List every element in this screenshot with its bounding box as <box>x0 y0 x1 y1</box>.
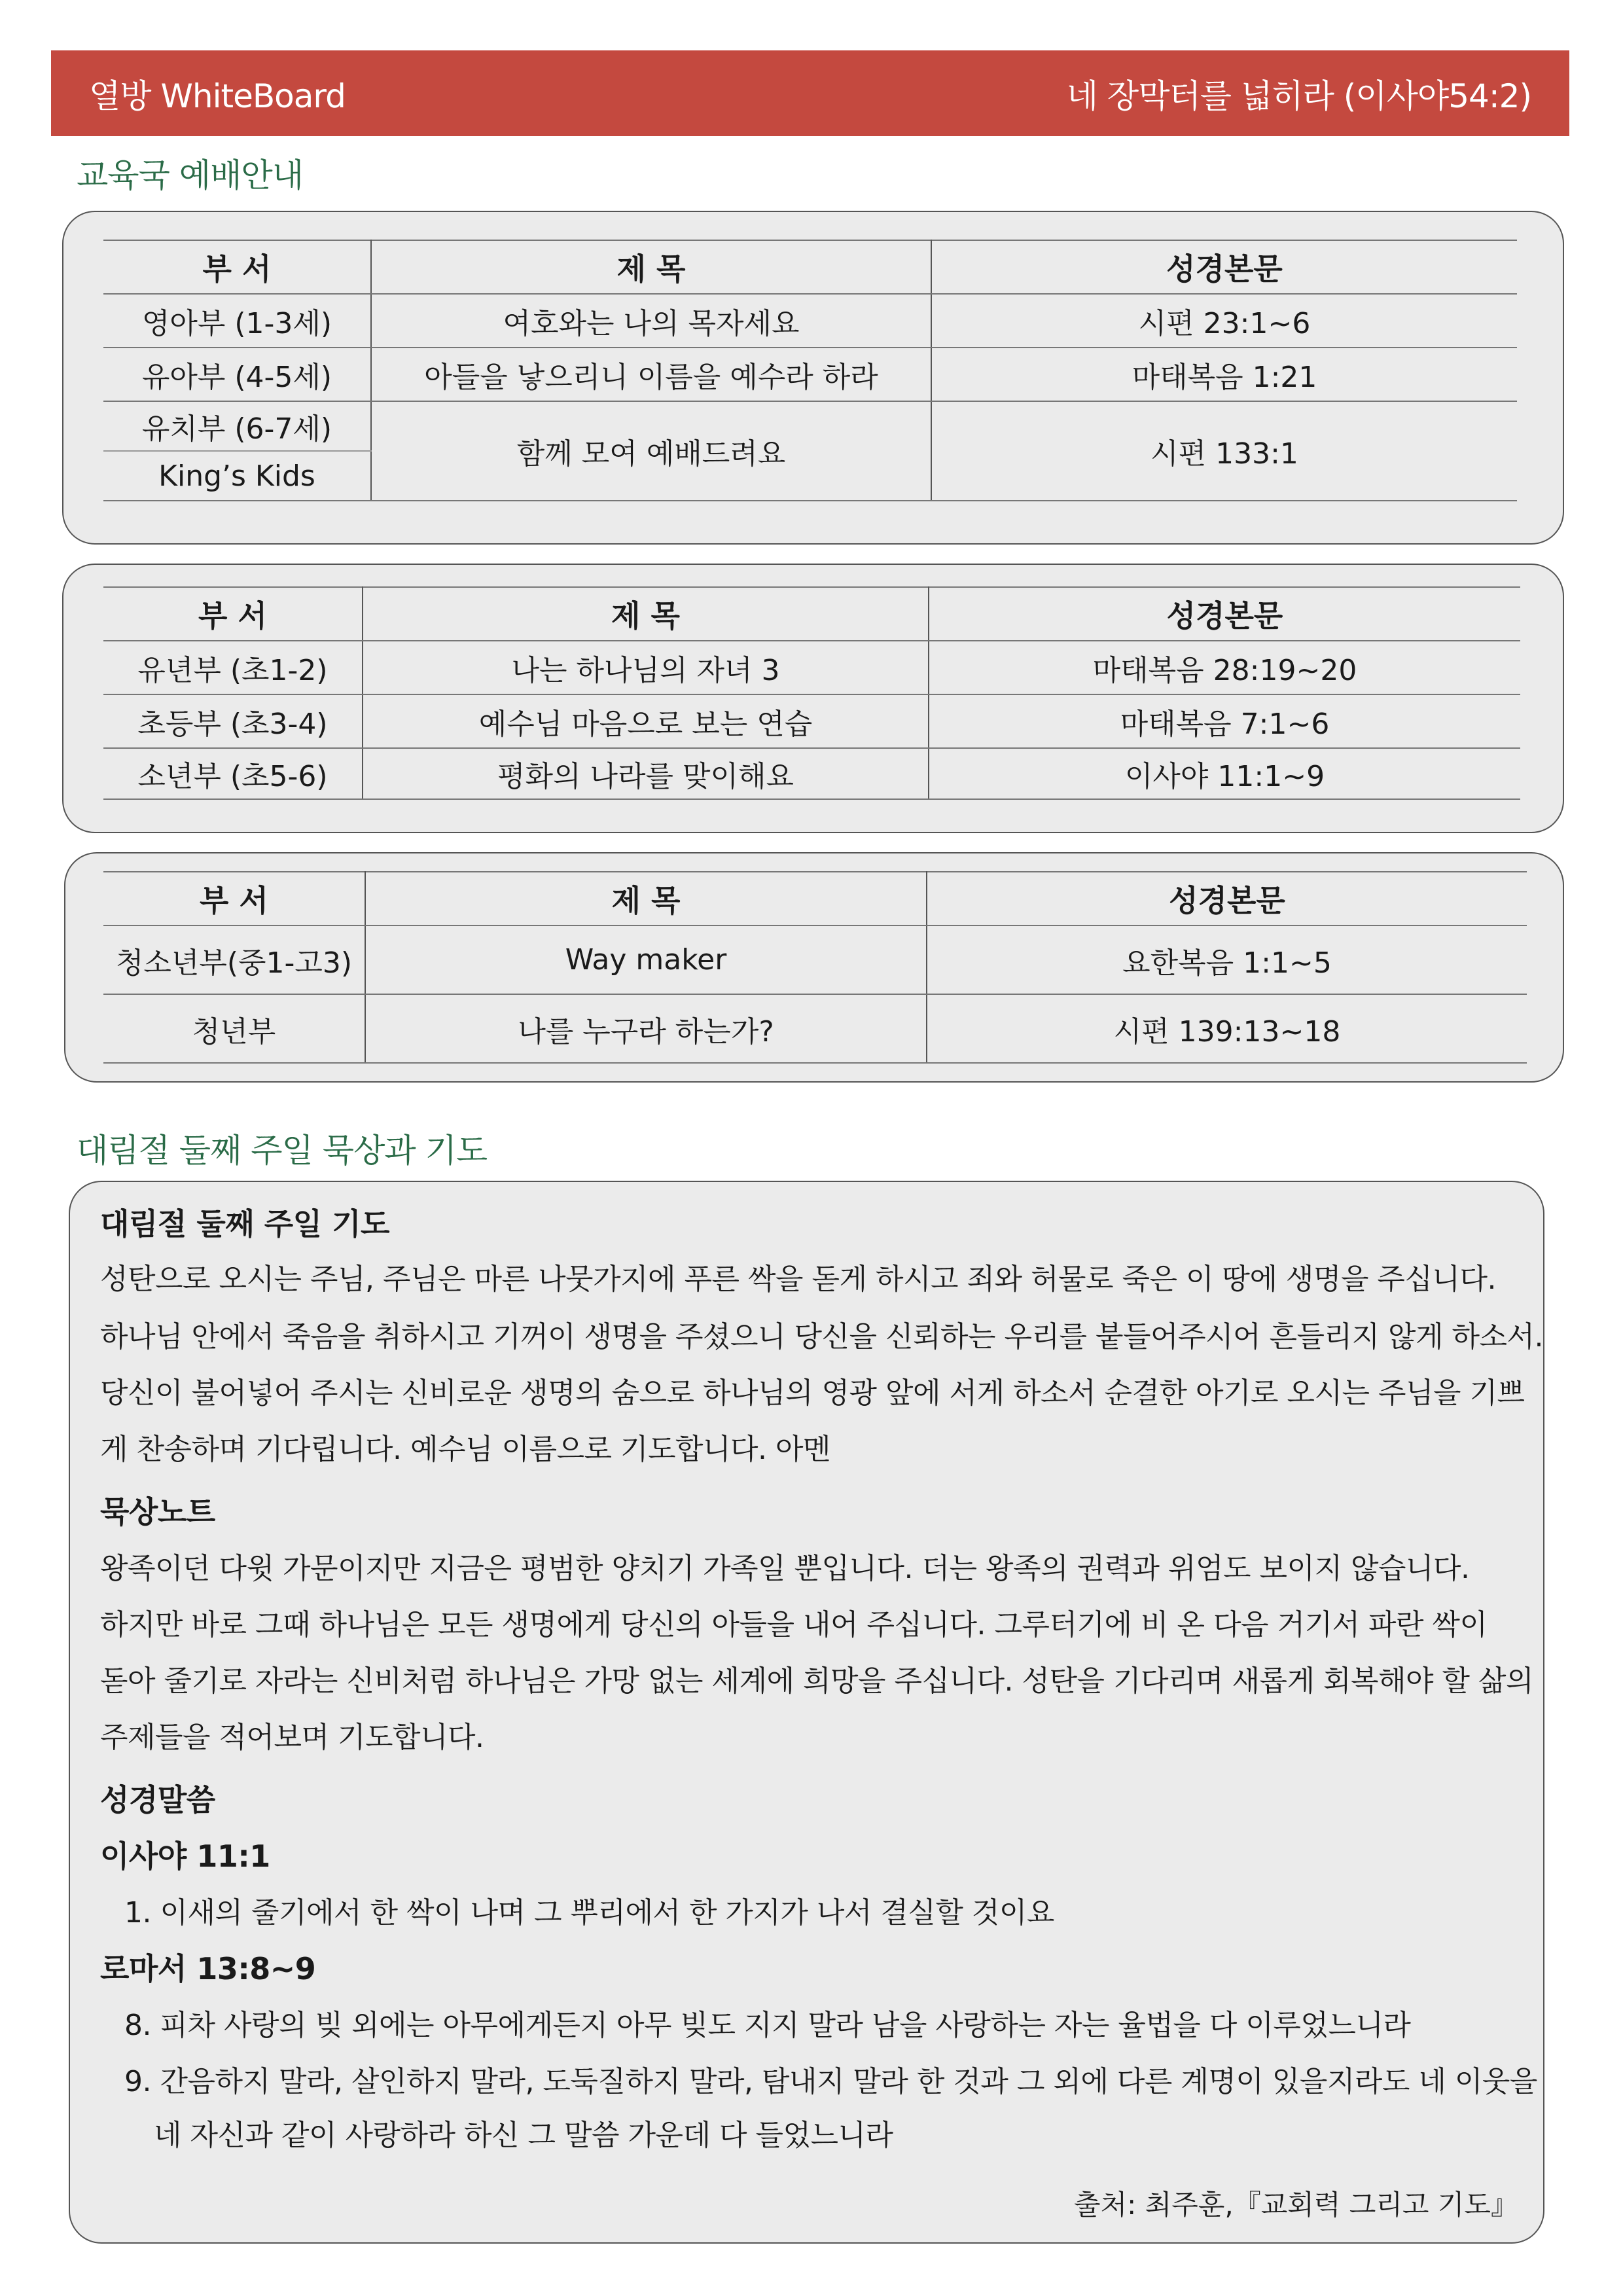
meditation-line: 하지만 바로 그때 하나님은 모든 생명에게 당신의 아들을 내어 주십니다. 그루터기에 비 온 다음 거기서 파란 싹이 <box>100 1608 1488 1641</box>
scripture-verse-continued: 네 자신과 같이 사랑하라 하신 그 말씀 가운데 다 들었느니라 <box>154 2119 893 2152</box>
text-cell: 시편 23:1~6 <box>931 294 1517 348</box>
scripture-heading: 성경말씀 <box>100 1782 215 1818</box>
text-cell: 시편 133:1 <box>931 401 1517 501</box>
meditation-line: 왕족이던 다윗 가문이지만 지금은 평범한 양치기 가족일 뿐입니다. 더는 왕족의 권력과 위엄도 보이지 않습니다. <box>100 1552 1470 1585</box>
col-header-title: 제 목 <box>363 587 929 641</box>
dept-cell: 초등부 (초3-4) <box>103 694 363 748</box>
text-cell: 이사야 11:1~9 <box>929 748 1520 799</box>
prayer-line: 게 찬송하며 기다립니다. 예수님 이름으로 기도합니다. 아멘 <box>100 1433 830 1466</box>
table-row <box>103 294 1517 348</box>
section-title-advent: 대림절 둘째 주일 묵상과 기도 <box>77 1132 488 1170</box>
dept-cell: 유년부 (초1-2) <box>103 641 363 694</box>
text-cell: 마태복음 1:21 <box>931 348 1517 401</box>
col-header-title: 제 목 <box>371 240 931 294</box>
text-cell: 요한복음 1:1~5 <box>927 925 1527 994</box>
dept-cell: 유아부 (4-5세) <box>103 348 371 401</box>
table-row <box>103 994 1527 1063</box>
table-row <box>103 694 1520 748</box>
header-bar <box>51 50 1569 136</box>
scripture-ref-isaiah: 이사야 11:1 <box>100 1839 270 1874</box>
scripture-verse: 8. 피차 사랑의 빚 외에는 아무에게든지 아무 빚도 지지 말라 남을 사랑하는 자는 율법을 다 이루었느니라 <box>124 2009 1411 2042</box>
section-title-worship: 교육국 예배안내 <box>77 156 303 194</box>
worship-table-2 <box>103 586 1520 800</box>
prayer-card <box>69 1181 1544 2244</box>
text-cell: 마태복음 28:19~20 <box>929 641 1520 694</box>
dept-cell: 청소년부(중1-고3) <box>103 925 365 994</box>
prayer-heading: 대림절 둘째 주일 기도 <box>100 1206 389 1242</box>
scripture-verse: 9. 간음하지 말라, 살인하지 말라, 도둑질하지 말라, 탐내지 말라 한 것과 그 외에 다른 계명이 있을지라도 네 이웃을 <box>124 2065 1537 2098</box>
col-header-text: 성경본문 <box>927 872 1527 925</box>
col-header-dept: 부 서 <box>103 240 371 294</box>
title-cell: 함께 모여 예배드려요 <box>371 401 931 501</box>
col-header-text: 성경본문 <box>931 240 1517 294</box>
prayer-line: 성탄으로 오시는 주님, 주님은 마른 나뭇가지에 푸른 싹을 돋게 하시고 죄와 허물로 죽은 이 땅에 생명을 주십니다. <box>100 1263 1496 1296</box>
title-cell: 평화의 나라를 맞이해요 <box>363 748 929 799</box>
dept-cell: 청년부 <box>103 994 365 1063</box>
worship-table-3 <box>103 871 1527 1064</box>
col-header-dept: 부 서 <box>103 872 365 925</box>
table-row <box>103 348 1517 401</box>
title-cell: 아들을 낳으리니 이름을 예수라 하라 <box>371 348 931 401</box>
title-cell: 나는 하나님의 자녀 3 <box>363 641 929 694</box>
title-cell: Way maker <box>365 925 927 994</box>
source-credit: 출처: 최주훈,『교회력 그리고 기도』 <box>1074 2189 1518 2221</box>
dept-cell: 유치부 (6-7세) <box>103 401 371 451</box>
meditation-heading: 묵상노트 <box>100 1494 215 1530</box>
worship-table-1 <box>103 240 1517 501</box>
dept-cell: 영아부 (1-3세) <box>103 294 371 348</box>
meditation-line: 주제들을 적어보며 기도합니다. <box>100 1721 484 1754</box>
col-header-text: 성경본문 <box>929 587 1520 641</box>
table-row <box>103 925 1527 994</box>
table-row <box>103 748 1520 799</box>
table-row <box>103 641 1520 694</box>
dept-cell: King’s Kids <box>103 451 371 501</box>
prayer-line: 당신이 불어넣어 주시는 신비로운 생명의 숨으로 하나님의 영광 앞에 서게 하소서 순결한 아기로 오시는 주님을 기쁘 <box>100 1376 1525 1410</box>
text-cell: 시편 139:13~18 <box>927 994 1527 1063</box>
scripture-ref-romans: 로마서 13:8~9 <box>100 1951 316 1986</box>
scripture-verse: 1. 이새의 줄기에서 한 싹이 나며 그 뿌리에서 한 가지가 나서 결실할 것이요 <box>124 1896 1054 1929</box>
dept-cell: 소년부 (초5-6) <box>103 748 363 799</box>
title-cell: 나를 누구라 하는가? <box>365 994 927 1063</box>
text-cell: 마태복음 7:1~6 <box>929 694 1520 748</box>
header-left-title: 열방 WhiteBoard <box>89 77 346 115</box>
header-right-verse: 네 장막터를 넓히라 (이사야54:2) <box>1066 77 1531 115</box>
meditation-line: 돋아 줄기로 자라는 신비처럼 하나님은 가망 없는 세계에 희망을 주십니다. 성탄을 기다리며 새롭게 회복해야 할 삶의 <box>100 1664 1533 1698</box>
col-header-title: 제 목 <box>365 872 927 925</box>
title-cell: 여호와는 나의 목자세요 <box>371 294 931 348</box>
table-row <box>103 401 1517 451</box>
title-cell: 예수님 마음으로 보는 연습 <box>363 694 929 748</box>
prayer-line: 하나님 안에서 죽음을 취하시고 기꺼이 생명을 주셨으니 당신을 신뢰하는 우리를 붙들어주시어 흔들리지 않게 하소서. <box>100 1320 1543 1354</box>
col-header-dept: 부 서 <box>103 587 363 641</box>
